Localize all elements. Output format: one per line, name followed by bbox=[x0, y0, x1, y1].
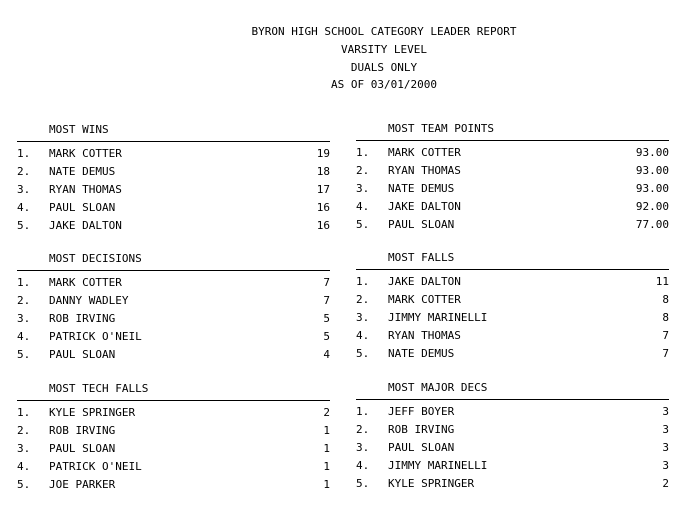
wrestler-name: ROB IRVING bbox=[388, 423, 455, 436]
leader-row bbox=[17, 478, 330, 496]
section-title: MOST DECISIONS bbox=[49, 252, 142, 265]
leader-row bbox=[17, 460, 330, 478]
rank: 4. bbox=[17, 201, 31, 214]
stat-value: 18 bbox=[316, 165, 330, 178]
rank: 2. bbox=[17, 294, 31, 307]
wrestler-name: MARK COTTER bbox=[388, 293, 461, 306]
section-most-major-decs bbox=[356, 381, 669, 495]
leader-row bbox=[356, 329, 669, 347]
leader-row bbox=[356, 293, 669, 311]
rank: 2. bbox=[17, 165, 31, 178]
stat-value: 92.00 bbox=[635, 200, 669, 213]
stat-value: 4 bbox=[323, 348, 330, 361]
wrestler-name: ROB IRVING bbox=[49, 424, 116, 437]
wrestler-name: RYAN THOMAS bbox=[388, 329, 461, 342]
stat-value: 3 bbox=[662, 441, 669, 454]
leader-row bbox=[356, 459, 669, 477]
leader-row bbox=[356, 164, 669, 182]
leader-row bbox=[356, 182, 669, 200]
stat-value: 11 bbox=[655, 275, 669, 288]
wrestler-name: PAUL SLOAN bbox=[49, 348, 116, 361]
stat-value: 93.00 bbox=[635, 164, 669, 177]
rank: 1. bbox=[17, 406, 31, 419]
rank: 1. bbox=[17, 276, 31, 289]
stat-value: 1 bbox=[323, 442, 330, 455]
wrestler-name: JIMMY MARINELLI bbox=[388, 311, 488, 324]
section-title: MOST TECH FALLS bbox=[49, 382, 149, 395]
stat-value: 3 bbox=[662, 405, 669, 418]
report-title: BYRON HIGH SCHOOL CATEGORY LEADER REPORT bbox=[251, 25, 517, 38]
leader-row bbox=[17, 147, 330, 165]
wrestler-name: JAKE DALTON bbox=[388, 200, 461, 213]
leader-row bbox=[17, 201, 330, 219]
rank: 5. bbox=[356, 218, 370, 231]
leader-row bbox=[356, 146, 669, 164]
stat-value: 1 bbox=[323, 424, 330, 437]
rank: 2. bbox=[17, 424, 31, 437]
leader-row bbox=[17, 442, 330, 460]
section-divider bbox=[356, 140, 669, 141]
wrestler-name: MARK COTTER bbox=[49, 147, 122, 160]
report-level: VARSITY LEVEL bbox=[340, 42, 428, 56]
leader-row bbox=[17, 276, 330, 294]
stat-value: 93.00 bbox=[635, 182, 669, 195]
rank: 3. bbox=[17, 312, 31, 325]
wrestler-name: KYLE SPRINGER bbox=[49, 406, 136, 419]
section-title: MOST WINS bbox=[49, 123, 109, 136]
rank: 4. bbox=[17, 460, 31, 473]
stat-value: 19 bbox=[316, 147, 330, 160]
section-divider bbox=[356, 269, 669, 270]
leader-row bbox=[356, 423, 669, 441]
wrestler-name: ROB IRVING bbox=[49, 312, 116, 325]
rank: 2. bbox=[356, 293, 370, 306]
leader-row bbox=[17, 165, 330, 183]
section-most-falls bbox=[356, 251, 669, 365]
stat-value: 3 bbox=[662, 423, 669, 436]
wrestler-name: JIMMY MARINELLI bbox=[388, 459, 488, 472]
leader-row bbox=[17, 183, 330, 201]
wrestler-name: RYAN THOMAS bbox=[49, 183, 122, 196]
leader-row bbox=[356, 200, 669, 218]
rank: 3. bbox=[17, 442, 31, 455]
wrestler-name: PATRICK O'NEIL bbox=[49, 460, 142, 473]
wrestler-name: NATE DEMUS bbox=[388, 182, 455, 195]
stat-value: 7 bbox=[662, 329, 669, 342]
stat-value: 7 bbox=[323, 276, 330, 289]
section-title: MOST MAJOR DECS bbox=[388, 381, 488, 394]
stat-value: 2 bbox=[662, 477, 669, 490]
stat-value: 17 bbox=[316, 183, 330, 196]
wrestler-name: PAUL SLOAN bbox=[388, 218, 455, 231]
stat-value: 8 bbox=[662, 293, 669, 306]
wrestler-name: PAUL SLOAN bbox=[388, 441, 455, 454]
rank: 4. bbox=[17, 330, 31, 343]
rank: 1. bbox=[356, 275, 370, 288]
rank: 5. bbox=[17, 348, 31, 361]
rank: 4. bbox=[356, 459, 370, 472]
section-most-decisions bbox=[17, 252, 330, 366]
stat-value: 5 bbox=[323, 312, 330, 325]
wrestler-name: PATRICK O'NEIL bbox=[49, 330, 142, 343]
rank: 3. bbox=[356, 441, 370, 454]
rank: 1. bbox=[356, 405, 370, 418]
section-divider bbox=[17, 270, 330, 271]
leader-row bbox=[17, 294, 330, 312]
leader-row bbox=[17, 406, 330, 424]
section-most-wins bbox=[17, 123, 330, 237]
section-most-team-points bbox=[356, 122, 669, 236]
rank: 3. bbox=[356, 311, 370, 324]
leader-row bbox=[17, 330, 330, 348]
report-scope: DUALS ONLY bbox=[350, 60, 418, 74]
stat-value: 8 bbox=[662, 311, 669, 324]
rank: 2. bbox=[356, 423, 370, 436]
stat-value: 1 bbox=[323, 460, 330, 473]
wrestler-name: JEFF BOYER bbox=[388, 405, 455, 418]
leader-row bbox=[356, 311, 669, 329]
stat-value: 77.00 bbox=[635, 218, 669, 231]
section-divider bbox=[17, 141, 330, 142]
wrestler-name: RYAN THOMAS bbox=[388, 164, 461, 177]
wrestler-name: MARK COTTER bbox=[49, 276, 122, 289]
rank: 1. bbox=[356, 146, 370, 159]
wrestler-name: MARK COTTER bbox=[388, 146, 461, 159]
report-header bbox=[160, 23, 608, 94]
stat-value: 7 bbox=[323, 294, 330, 307]
stat-value: 3 bbox=[662, 459, 669, 472]
leader-row bbox=[356, 477, 669, 495]
rank: 5. bbox=[17, 478, 31, 491]
leader-row bbox=[356, 218, 669, 236]
rank: 5. bbox=[17, 219, 31, 232]
rank: 5. bbox=[356, 347, 370, 360]
wrestler-name: DANNY WADLEY bbox=[49, 294, 129, 307]
wrestler-name: NATE DEMUS bbox=[388, 347, 455, 360]
rank: 5. bbox=[356, 477, 370, 490]
section-title: MOST FALLS bbox=[388, 251, 455, 264]
stat-value: 5 bbox=[323, 330, 330, 343]
leader-row bbox=[356, 347, 669, 365]
rank: 3. bbox=[356, 182, 370, 195]
wrestler-name: PAUL SLOAN bbox=[49, 201, 116, 214]
leader-row bbox=[356, 405, 669, 423]
stat-value: 1 bbox=[323, 478, 330, 491]
stat-value: 16 bbox=[316, 219, 330, 232]
section-divider bbox=[17, 400, 330, 401]
wrestler-name: JOE PARKER bbox=[49, 478, 116, 491]
stat-value: 7 bbox=[662, 347, 669, 360]
rank: 3. bbox=[17, 183, 31, 196]
wrestler-name: PAUL SLOAN bbox=[49, 442, 116, 455]
wrestler-name: JAKE DALTON bbox=[49, 219, 122, 232]
wrestler-name: KYLE SPRINGER bbox=[388, 477, 475, 490]
rank: 4. bbox=[356, 200, 370, 213]
wrestler-name: NATE DEMUS bbox=[49, 165, 116, 178]
rank: 4. bbox=[356, 329, 370, 342]
stat-value: 16 bbox=[316, 201, 330, 214]
section-most-tech-falls bbox=[17, 382, 330, 496]
section-divider bbox=[356, 399, 669, 400]
leader-row bbox=[17, 219, 330, 237]
leader-row bbox=[356, 275, 669, 293]
rank: 1. bbox=[17, 147, 31, 160]
leader-row bbox=[17, 424, 330, 442]
leader-row bbox=[17, 348, 330, 366]
report-date: AS OF 03/01/2000 bbox=[331, 78, 437, 92]
wrestler-name: JAKE DALTON bbox=[388, 275, 461, 288]
leader-row bbox=[17, 312, 330, 330]
stat-value: 2 bbox=[323, 406, 330, 419]
section-title: MOST TEAM POINTS bbox=[388, 122, 494, 135]
leader-row bbox=[356, 441, 669, 459]
rank: 2. bbox=[356, 164, 370, 177]
stat-value: 93.00 bbox=[635, 146, 669, 159]
